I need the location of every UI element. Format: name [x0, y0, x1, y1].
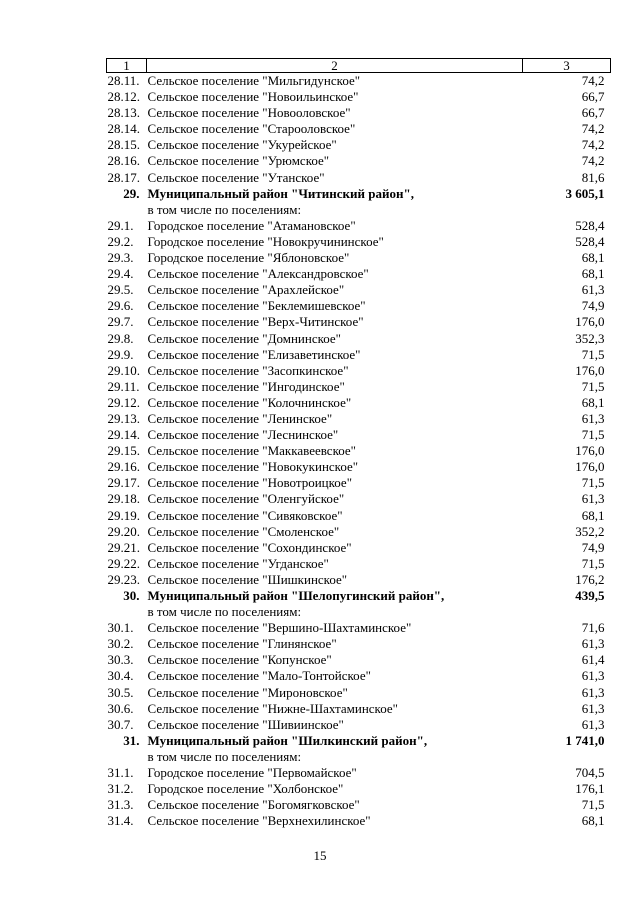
row-number: 28.15.: [107, 137, 140, 153]
table-row: [107, 668, 611, 684]
table-row: [107, 475, 611, 491]
table-row: [107, 652, 611, 668]
row-number: 31.2.: [107, 781, 134, 797]
row-number: 31.1.: [107, 765, 134, 781]
row-number: 29.1.: [107, 217, 134, 233]
table-row: [107, 218, 611, 234]
row-number: 30.: [123, 588, 140, 603]
row-name: Сельское поселение "Новооловское": [147, 105, 351, 121]
row-value: 68,1: [581, 813, 605, 829]
row-value: 61,3: [581, 668, 605, 684]
row-number: 28.16.: [107, 153, 140, 169]
row-name: Муниципальный район "Читинский район",: [147, 185, 414, 201]
row-number: 28.17.: [107, 169, 140, 185]
row-name: Сельское поселение "Смоленское": [147, 523, 340, 539]
row-value: 176,0: [575, 459, 605, 475]
table-row: [107, 556, 611, 572]
row-number: 29.15.: [107, 443, 140, 459]
row-name: Городское поселение "Новокручининское": [147, 233, 384, 249]
row-value: 68,1: [581, 394, 605, 410]
row-name: Сельское поселение "Вершино-Шахтаминское": [147, 620, 412, 636]
row-name: Городское поселение "Холбонское": [147, 781, 344, 797]
row-name: Сельское поселение "Леснинское": [147, 427, 339, 443]
row-name: Сельское поселение "Домнинское": [147, 330, 341, 346]
district-row: [107, 588, 611, 604]
row-value: 176,1: [575, 781, 605, 797]
row-number: 29.: [123, 185, 140, 201]
row-value: 66,7: [581, 105, 605, 121]
row-name: Сельское поселение "Верхнехилинское": [147, 813, 371, 829]
row-value: 176,0: [575, 314, 605, 330]
row-value: 61,3: [581, 684, 605, 700]
row-value: 61,3: [581, 636, 605, 652]
table-row: [107, 298, 611, 314]
table-row: [107, 717, 611, 733]
row-value: 176,0: [575, 443, 605, 459]
row-value: 61,3: [581, 716, 605, 732]
row-number: [107, 749, 147, 765]
row-value: 176,2: [575, 571, 605, 587]
row-number: 29.11.: [107, 378, 140, 394]
table-row: [107, 508, 611, 524]
row-number: 30.1.: [107, 620, 134, 636]
row-number: 29.14.: [107, 427, 140, 443]
table-row: [107, 153, 611, 169]
row-value: 71,5: [581, 797, 605, 813]
table-row: [107, 765, 611, 781]
row-name: Муниципальный район "Шелопугинский район",: [147, 588, 445, 603]
table-row: [107, 540, 611, 556]
row-value: 71,5: [581, 427, 605, 443]
row-number: 29.18.: [107, 491, 140, 507]
row-name: Городское поселение "Яблоновское": [147, 250, 350, 266]
row-value: 68,1: [581, 250, 605, 266]
row-number: 28.14.: [107, 121, 140, 137]
row-number: 29.16.: [107, 459, 140, 475]
table-row: [107, 314, 611, 330]
row-name: Сельское поселение "Засопкинское": [147, 362, 349, 378]
table-row: [107, 620, 611, 636]
row-name: Сельское поселение "Новокукинское": [147, 459, 359, 475]
row-name: Сельское поселение "Маккавеевское": [147, 443, 356, 459]
row-value: 74,9: [581, 298, 605, 314]
row-value: 176,0: [575, 362, 605, 378]
table-row: [107, 331, 611, 347]
row-number: 29.2.: [107, 233, 134, 249]
row-name: в том числе по поселениям:: [147, 201, 302, 217]
row-name: Сельское поселение "Мироновское": [147, 684, 348, 700]
row-name: в том числе по поселениям:: [147, 604, 302, 620]
header-col-3: 3: [523, 59, 611, 73]
row-value: 71,5: [581, 555, 605, 571]
table-row: [107, 572, 611, 588]
row-number: 29.12.: [107, 394, 140, 410]
row-value: 528,4: [575, 217, 605, 233]
row-name: Сельское поселение "Беклемишевское": [147, 298, 366, 314]
row-number: 29.5.: [107, 282, 134, 298]
row-value: 61,3: [581, 700, 605, 716]
table-row: [107, 604, 611, 620]
table-row: [107, 282, 611, 298]
row-name: Сельское поселение "Сивяковское": [147, 507, 343, 523]
row-name: Сельское поселение "Копунское": [147, 652, 332, 668]
row-name: Муниципальный район "Шилкинский район",: [147, 732, 428, 748]
row-name: Сельское поселение "Утанское": [147, 169, 325, 185]
row-name: Сельское поселение "Елизаветинское": [147, 346, 361, 362]
row-number: 29.19.: [107, 507, 140, 523]
row-number: 28.11.: [107, 73, 140, 88]
row-number: [107, 604, 147, 620]
row-value: 66,7: [581, 89, 605, 105]
row-number: 29.6.: [107, 298, 134, 314]
table-row: [107, 266, 611, 282]
table-row: [107, 89, 611, 105]
row-name: Сельское поселение "Колочнинское": [147, 394, 352, 410]
table-row: [107, 395, 611, 411]
row-value: 61,4: [581, 652, 605, 668]
row-value: 74,2: [581, 153, 605, 169]
row-value: 3 605,1: [565, 185, 605, 201]
row-number: 30.4.: [107, 668, 134, 684]
row-value: 74,2: [581, 73, 605, 88]
row-value: 1 741,0: [565, 732, 605, 748]
header-row: [107, 59, 611, 73]
table-row: [107, 459, 611, 475]
row-number: 29.13.: [107, 410, 140, 426]
table-row: [107, 137, 611, 153]
header-col-1: 1: [107, 59, 147, 73]
table-row: [107, 749, 611, 765]
row-value: 352,2: [575, 523, 605, 539]
row-number: [107, 202, 147, 218]
row-number: 31.: [123, 732, 140, 748]
row-name: Сельское поселение "Мало-Тонтойское": [147, 668, 371, 684]
row-value: 352,3: [575, 330, 605, 346]
row-value: 68,1: [581, 266, 605, 282]
table-row: [107, 202, 611, 218]
row-number: 28.12.: [107, 89, 140, 105]
table-row: [107, 636, 611, 652]
header-col-2: 2: [147, 59, 523, 73]
table-header: [107, 59, 611, 73]
row-value: 71,6: [581, 620, 605, 636]
row-number: 29.17.: [107, 475, 140, 491]
row-name: Сельское поселение "Укурейское": [147, 137, 337, 153]
table-row: [107, 379, 611, 395]
table-row: [107, 797, 611, 813]
row-number: 30.3.: [107, 652, 134, 668]
row-value: 528,4: [575, 233, 605, 249]
row-value: 74,9: [581, 539, 605, 555]
table-row: [107, 347, 611, 363]
row-name: Сельское поселение "Сохондинское": [147, 539, 352, 555]
table-row: [107, 234, 611, 250]
row-number: 31.4.: [107, 813, 134, 829]
row-value: [523, 749, 611, 765]
row-number: 29.20.: [107, 523, 140, 539]
row-name: Сельское поселение "Угданское": [147, 555, 329, 571]
page-number: 15: [313, 848, 327, 863]
row-name: Сельское поселение "Старооловское": [147, 121, 356, 137]
row-name: Сельское поселение "Нижне-Шахтаминское": [147, 700, 398, 716]
row-number: 29.4.: [107, 266, 134, 282]
table-row: [107, 170, 611, 186]
row-number: 30.7.: [107, 716, 134, 732]
table-row: [107, 781, 611, 797]
row-value: 61,3: [581, 282, 605, 298]
table-row: [107, 73, 611, 90]
row-number: 29.8.: [107, 330, 134, 346]
row-name: Сельское поселение "Верх-Читинское": [147, 314, 364, 330]
row-number: 29.3.: [107, 250, 134, 266]
table-row: [107, 524, 611, 540]
row-number: 30.6.: [107, 700, 134, 716]
row-value: 61,3: [581, 410, 605, 426]
table-row: [107, 813, 611, 829]
row-name: Сельское поселение "Глинянское": [147, 636, 337, 652]
table-row: [107, 250, 611, 266]
row-name: Сельское поселение "Богомягковское": [147, 797, 360, 813]
row-name: Сельское поселение "Новоильинское": [147, 89, 359, 105]
row-number: 28.13.: [107, 105, 140, 121]
row-name: Сельское поселение "Оленгуйское": [147, 491, 345, 507]
row-name: Сельское поселение "Арахлейское": [147, 282, 345, 298]
table-row: [107, 105, 611, 121]
row-value: 68,1: [581, 507, 605, 523]
row-value: [523, 202, 611, 218]
row-number: 31.3.: [107, 797, 134, 813]
table-row: [107, 701, 611, 717]
district-row: [107, 186, 611, 202]
row-name: Сельское поселение "Урюмское": [147, 153, 330, 169]
table-body: [107, 73, 611, 830]
row-name: в том числе по поселениям:: [147, 748, 302, 764]
settlements-table: [106, 58, 611, 829]
row-number: 29.9.: [107, 346, 134, 362]
table-row: [107, 363, 611, 379]
row-name: Сельское поселение "Новотроицкое": [147, 475, 353, 491]
row-name: Сельское поселение "Ингодинское": [147, 378, 345, 394]
row-number: 29.7.: [107, 314, 134, 330]
row-number: 30.2.: [107, 636, 134, 652]
row-value: 61,3: [581, 491, 605, 507]
row-name: Сельское поселение "Шивиинское": [147, 716, 344, 732]
row-number: 30.5.: [107, 684, 134, 700]
row-value: 71,5: [581, 346, 605, 362]
table-row: [107, 491, 611, 507]
row-name: Сельское поселение "Ленинское": [147, 410, 333, 426]
row-number: 29.23.: [107, 571, 140, 587]
row-value: 74,2: [581, 121, 605, 137]
row-value: [523, 604, 611, 620]
row-name: Сельское поселение "Мильгидунское": [147, 73, 361, 88]
row-value: 439,5: [575, 588, 605, 603]
row-name: Городское поселение "Первомайское": [147, 765, 357, 781]
table-row: [107, 443, 611, 459]
row-number: 29.21.: [107, 539, 140, 555]
row-name: Сельское поселение "Александровское": [147, 266, 369, 282]
row-value: 704,5: [575, 765, 605, 781]
district-row: [107, 733, 611, 749]
row-name: Городское поселение "Атамановское": [147, 217, 356, 233]
table-row: [107, 411, 611, 427]
row-value: 71,5: [581, 475, 605, 491]
row-value: 81,6: [581, 169, 605, 185]
row-number: 29.10.: [107, 362, 140, 378]
row-number: 29.22.: [107, 555, 140, 571]
row-value: 71,5: [581, 378, 605, 394]
row-value: 74,2: [581, 137, 605, 153]
table-row: [107, 121, 611, 137]
table-row: [107, 685, 611, 701]
table-row: [107, 427, 611, 443]
row-name: Сельское поселение "Шишкинское": [147, 571, 348, 587]
